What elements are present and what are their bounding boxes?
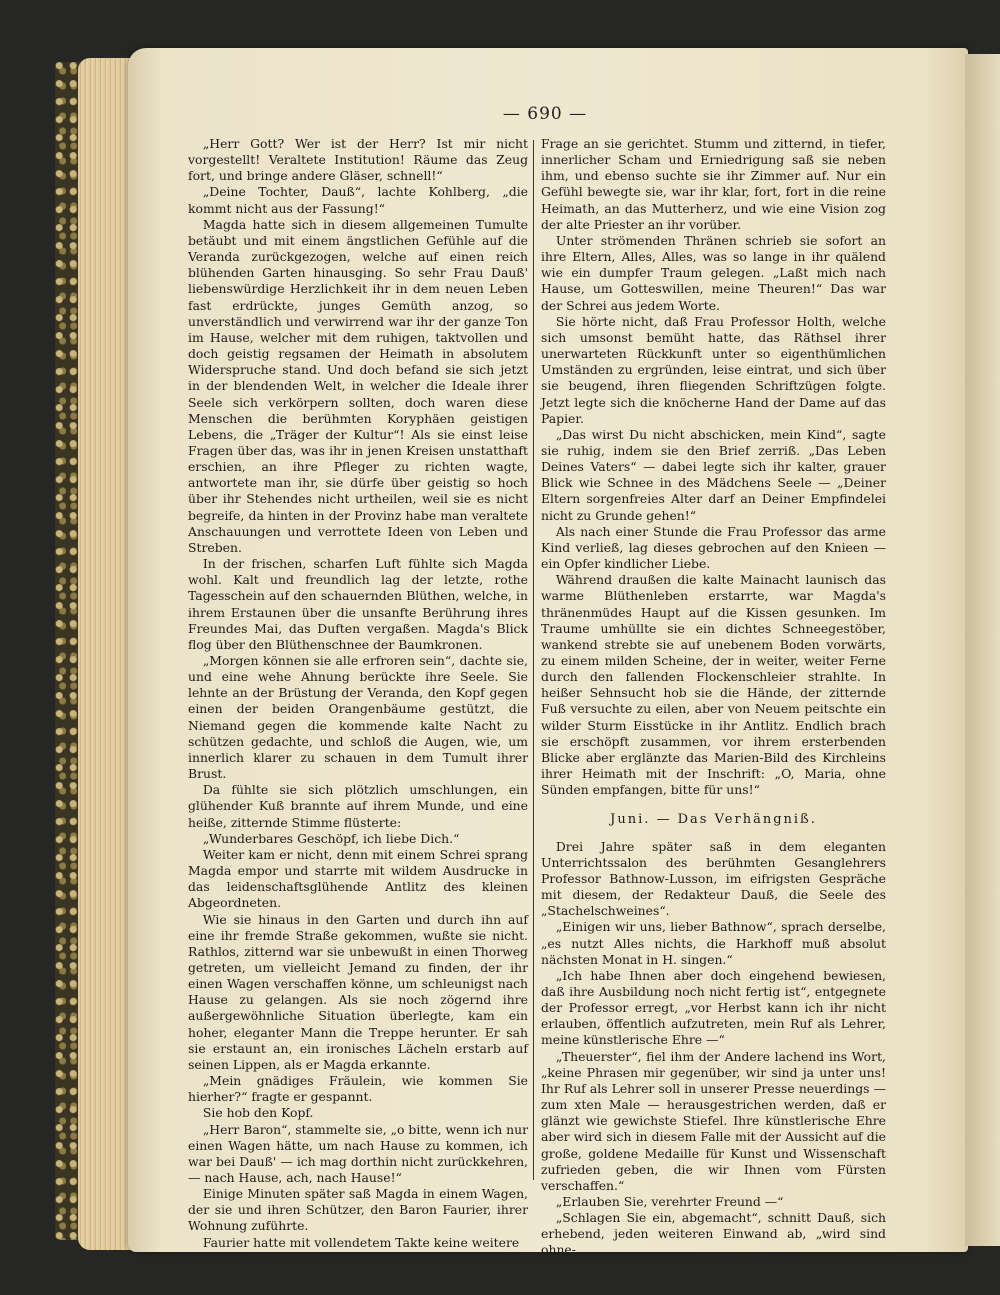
paragraph: Während draußen die kalte Mainacht launisch das warme Blüthenleben erstarrte, war Magda's thränenmüdes Haupt auf die Kissen gesunken. Im Traume umhüllte sie ein dichtes Schneegestöber, wankend strebte sie auf unebenem Boden vorwärts, zu einem milden Scheine, der in weiter, weiter Ferne durch den fallenden Flockenschleier strahlte. In heißer Sehnsucht hob sie die Hände, der zitternde Fuß versuchte zu eilen, aber von Neuem peitschte ein wilder Sturm Eisstücke in ihr Antlitz. Endlich brach sie erschöpft zusammen, vor ihrem ersterbenden Blicke aber erglänzte das Marien-Bild des Kirchleins ihrer Heimath mit der Inschrift: „O, Maria, ohne Sünden empfangen, bitte für uns!“	[541, 572, 886, 798]
right-column	[541, 136, 886, 1259]
paragraph: Wie sie hinaus in den Garten und durch ihn auf eine ihr fremde Straße gekommen, wußte sie nicht. Rathlos, zitternd war sie unbewußt in einen Thorweg getreten, um vielleicht Jemand zu finden, der ihr einen Wagen verschaffen könne, um schleunigst nach Hause zu gelangen. Als sie noch zögernd ihre außergewöhnliche Situation überlegte, kam ein hoher, eleganter Mann die Treppe herunter. Er sah sie erstaunt an, ein ironisches Lächeln erstarb auf seinen Lippen, als er Magda erkannte.	[188, 911, 528, 1072]
page-number: — 690 —	[502, 104, 588, 124]
left-column	[188, 136, 528, 1251]
paragraph: In der frischen, scharfen Luft fühlte sich Magda wohl. Kalt und freundlich lag der letzte, rothe Tagesschein auf den schauernden Blüthen, welche, in ihrem Erstaunen über die unsanfte Berührung ihres Freundes Mai, das Duften vergaßen. Magda's Blick flog über den Blüthenschnee der Baumkronen.	[188, 556, 528, 652]
paragraph: Sie hörte nicht, daß Frau Professor Holth, welche sich umsonst bemüht hatte, das Räthsel ihrer unerwarteten Rückkunft unter so eigenthümlichen Umständen zu ergründen, leise eintrat, und sich über sie beugend, ihren fliegenden Schriftzügen folgte. Jetzt legte sich die knöcherne Hand der Dame auf das Papier.	[541, 313, 886, 426]
paragraph: „Theuerster“, fiel ihm der Andere lachend ins Wort, „keine Phrasen mir gegenüber, wir sind ja unter uns! Ihr Ruf als Lehrer soll in unserer Presse neuerdings — zum xten Male — herausgestrichen werden, daß er glänzt wie gewichste Stiefel. Ihre künstlerische Ehre aber wird sich in diesem Falle mit der Aussicht auf die große, goldene Medaille für Kunst und Wissenschaft zufrieden geben, die wir Ihnen vom Fürsten verschaffen.“	[541, 1048, 886, 1193]
section-heading: Juni. — Das Verhängniß.	[610, 812, 817, 828]
paragraph: Da fühlte sie sich plötzlich umschlungen, ein glühender Kuß brannte auf ihrem Munde, und eine heiße, zitternde Stimme flüsterte:	[188, 782, 528, 830]
adjacent-page-edge	[965, 54, 1000, 1246]
paragraph: „Einigen wir uns, lieber Bathnow“, sprach derselbe, „es nutzt Alles nichts, die Harkhoff muß absolut nächsten Monat in H. singen.“	[541, 919, 886, 967]
paragraph: „Deine Tochter, Dauß“, lachte Kohlberg, „die kommt nicht aus der Fassung!“	[188, 184, 528, 216]
paragraph: „Morgen können sie alle erfroren sein“, dachte sie, und eine wehe Ahnung berückte ihre Seele. Sie lehnte an der Brüstung der Veranda, den Kopf gegen einen der beiden Orangenbäume gestützt, die Niemand gegen die kommende kalte Nacht zu schützen gedachte, und schloß die Augen, wie, um innerlich klarer zu schauen in dem Tumult ihrer Brust.	[188, 653, 528, 782]
paragraph: Sie hob den Kopf.	[202, 1105, 314, 1121]
paragraph: Einige Minuten später saß Magda in einem Wagen, der sie und ihren Schützer, den Baron Faurier, ihrer Wohnung zuführte.	[188, 1186, 528, 1234]
paragraph: „Erlauben Sie, verehrter Freund —“	[555, 1194, 784, 1209]
paragraph: Frage an sie gerichtet. Stumm und zitternd, in tiefer, innerlicher Scham und Erniedrigung saß sie neben ihm, und ebenso suchte sie ihr Zimmer auf. Nur ein Gefühl bewegte sie, war ihr klar, fort, fort in die reine Heimath, an das Mutterherz, und wie eine Vision zog der alte Priester an ihr vorüber.	[541, 136, 886, 232]
paragraph: Unter strömenden Thränen schrieb sie sofort an ihre Eltern, Alles, Alles, was so lange in ihr quälend wie ein dumpfer Traum gelegen. „Laßt mich nach Hause, um Gotteswillen, meine Theuren!“ Das war der Schrei aus jedem Worte.	[541, 232, 886, 313]
paragraph: Drei Jahre später saß in dem eleganten Unterrichtssalon des berühmten Gesanglehrers Professor Bathnow-Lusson, im eifrigsten Gespräche mit diesem, der Redakteur Dauß, die Seele des „Stachelschweines“.	[541, 838, 886, 919]
paragraph: „Schlagen Sie ein, abgemacht“, schnitt Dauß, sich erhebend, jeden weiteren Einwand ab, „wird sind ohne-	[541, 1210, 886, 1258]
paragraph: Als nach einer Stunde die Frau Professor das arme Kind verließ, lag dieses gebrochen auf den Knieen — ein Opfer kindlicher Liebe.	[541, 523, 886, 572]
paragraph: Faurier hatte mit vollendetem Takte keine weitere	[202, 1234, 520, 1250]
paragraph: „Das wirst Du nicht abschicken, mein Kind“, sagte sie ruhig, indem sie den Brief zerriß. „Das Leben Deines Vaters“ — dabei legte sich ihr kalter, grauer Blick wie Schnee in des Mädchens Seele — „Deiner Eltern sorgenfreies Alter darf an Deiner Empfindelei nicht zu Grunde gehen!“	[541, 426, 886, 523]
paragraph: Magda hatte sich in diesem allgemeinen Tumulte betäubt und mit einem ängstlichen Gefühle auf die Veranda zurückgezogen, welche auf einen reich blühenden Garten hinausging. So sehr Frau Dauß' liebenswürdige Herzlichkeit ihr in dem neuen Leben fast erdrückte, junges Gemüth anzog, so unverständlich und verwirrend war ihr der ganze Ton im Hause, welcher mit dem ruhigen, taktvollen und doch geistig regsamen der Heimath in absolutem Widerspruche stand. Und doch befand sie sich jetzt in der blendenden Welt, in welcher die Ideale ihrer Seele sich verkörpern sollten, doch waren diese Menschen die berühmten Koryphäen geistigen Lebens, die „Träger der Kultur“! Als sie einst leise Fragen über das, was ihr in jenen Kreisen unstatthaft erschien, an ihre Pfleger zu richten wagte, antwortete man ihr, sie dürfe über geistig so hoch über ihr Stehendes nicht urtheilen, weil sie es nicht begreife, da hinten in der Provinz habe man veraltete Anschauungen und verrottete Ideen von Leben und Streben.	[188, 216, 528, 555]
paragraph: „Herr Gott? Wer ist der Herr? Ist mir nicht vorgestellt! Veraltete Institution! Räume das Zeug fort, und bringe andere Gläser, schnell!“	[188, 136, 528, 184]
paragraph: „Ich habe Ihnen aber doch eingehend bewiesen, daß ihre Ausbildung noch nicht fertig ist“, entgegnete der Professor erregt, „vor Herbst kann ich ihr nicht erlauben, öffentlich aufzutreten, mein Ruf als Lehrer, meine künstlerische Ehre —“	[541, 967, 886, 1048]
paragraph: „Herr Baron“, stammelte sie, „o bitte, wenn ich nur einen Wagen hätte, um nach Hause zu kommen, ich war bei Dauß' — ich mag dorthin nicht zurückkehren, — nach Hause, ach, nach Hause!“	[188, 1121, 529, 1185]
paragraph: Weiter kam er nicht, denn mit einem Schrei sprang Magda empor und starrte mit wildem Ausdrucke in das leidenschaftsglühende Antlitz des kleinen Abgeordneten.	[188, 846, 528, 911]
paragraph: „Mein gnädiges Fräulein, wie kommen Sie hierher?“ fragte er gespannt.	[188, 1073, 528, 1105]
column-divider	[533, 140, 534, 1180]
paragraph: „Wunderbares Geschöpf, ich liebe Dich.“	[202, 830, 460, 846]
